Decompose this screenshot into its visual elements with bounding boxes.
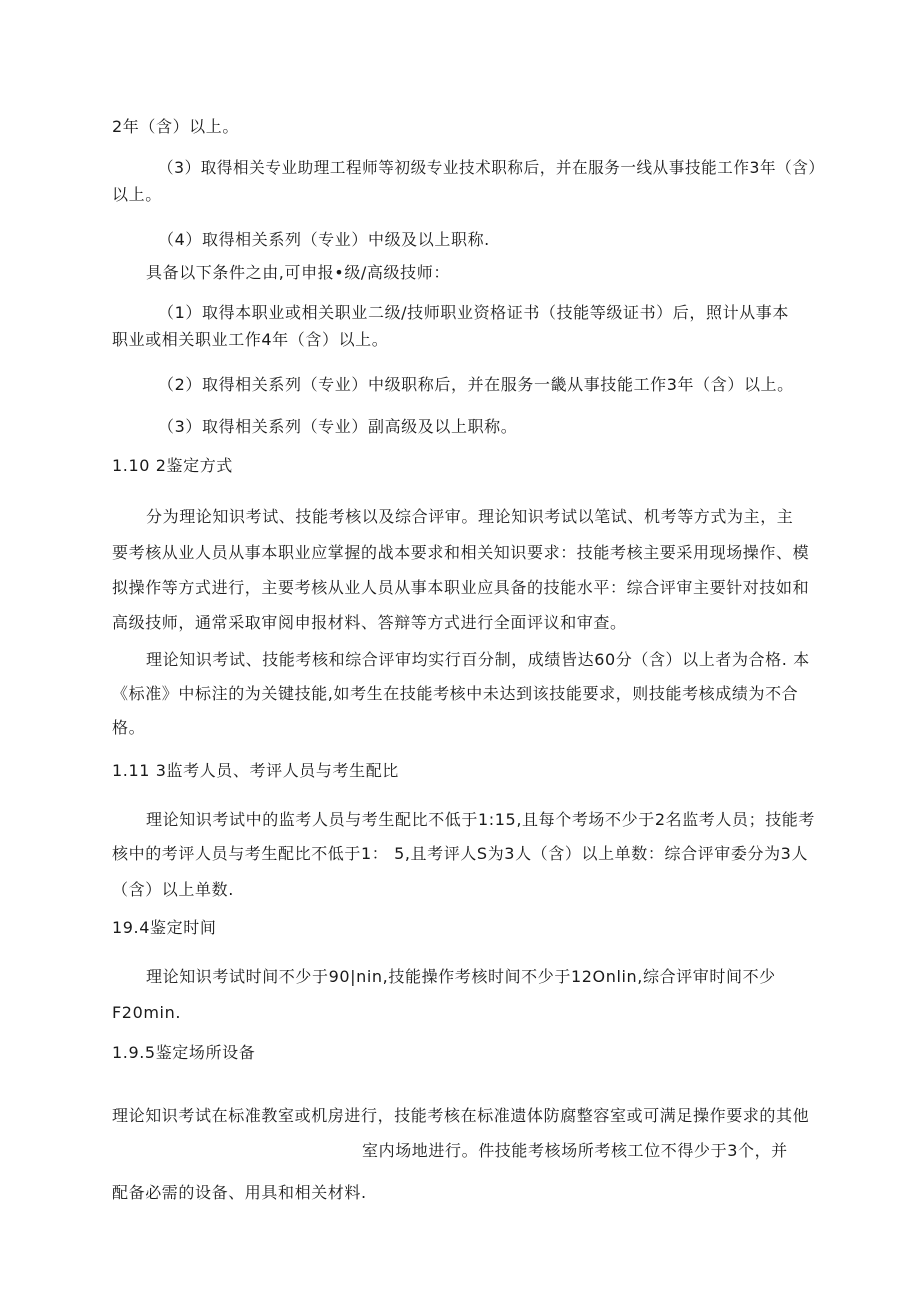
text-line-7: 职业或相关职业工作4年（含）以上。 — [112, 330, 389, 349]
text-line-6: （1）取得本职业或相关职业二级/技师职业资格证书（技能等级证书）后，照计从事本 — [158, 303, 789, 322]
text-line-16: 《标准》中标注的为关键技能,如考生在技能考核中未达到该技能要求，则技能考核成绩为不合 — [112, 684, 799, 703]
text-line-3: 以上。 — [112, 185, 162, 204]
text-line-14: 高级技师，通常采取审阅申报材料、答辩等方式进行全面评议和审查。 — [112, 613, 627, 632]
text-line-13: 拟操作等方式进行，主要考核从业人员从事本职业应具备的技能水平：综合评审主要针对技如和 — [112, 578, 810, 597]
text-line-9: （3）取得相关系列（专业）副高级及以上职称。 — [158, 417, 518, 436]
text-line-4: （4）取得相关系列（专业）中级及以上职称. — [158, 230, 490, 249]
text-line-12: 要考核从业人员从事本职业应掌握的战本要求和相关知识要求：技能考核主要采用现场操作、模 — [112, 543, 810, 562]
text-line-2: （3）取得相关专业助理工程师等初级专业技术职称后，并在服务一线从事技能工作3年（含） — [158, 158, 825, 177]
section-heading-1-11: 1.11 3监考人员、考评人员与考生配比 — [112, 761, 399, 780]
text-line-28: 配备必需的设备、用具和相关材料. — [112, 1183, 367, 1202]
section-heading-19-4: 19.4鉴定时间 — [112, 918, 217, 937]
text-line-27: 室内场地进行。件技能考核场所考核工位不得少于3个，并 — [362, 1141, 788, 1160]
text-line-26: 理论知识考试在标准教室或机房进行，技能考核在标准遗体防腐整容室或可满足操作要求的其他 — [112, 1106, 810, 1125]
text-line-11: 分为理论知识考试、技能考核以及综合评审。理论知识考试以笔试、机考等方式为主，主 — [146, 507, 794, 526]
text-line-15: 理论知识考试、技能考核和综合评审均实行百分制，成绩皆达60分（含）以上者为合格. 本 — [146, 650, 810, 669]
text-line-8: （2）取得相关系列（专业）中级职称后，并在服务一畿从事技能工作3年（含）以上。 — [158, 375, 794, 394]
text-line-20: 核中的考评人员与考生配比不低于1： 5,且考评人S为3人（含）以上单数：综合评审委分为3人 — [112, 844, 809, 863]
text-line-21: （含）以上单数. — [112, 880, 234, 899]
text-line-19: 理论知识考试中的监考人员与考生配比不低于1:15,且每个考场不少于2名监考人员；技能考 — [146, 810, 815, 829]
text-line-24: F20min. — [112, 1003, 182, 1022]
text-line-1: 2年（含）以上。 — [112, 117, 239, 136]
section-heading-1-10: 1.10 2鉴定方式 — [112, 456, 233, 475]
text-line-17: 格。 — [112, 718, 146, 737]
text-line-23: 理论知识考试时间不少于90|nin,技能操作考核时间不少于12Onlin,综合评审时间不少 — [146, 967, 776, 986]
section-heading-1-9-5: 1.9.5鉴定场所设备 — [112, 1043, 256, 1062]
text-line-5: 具备以下条件之由,可申报•级/高级技师： — [146, 263, 450, 282]
